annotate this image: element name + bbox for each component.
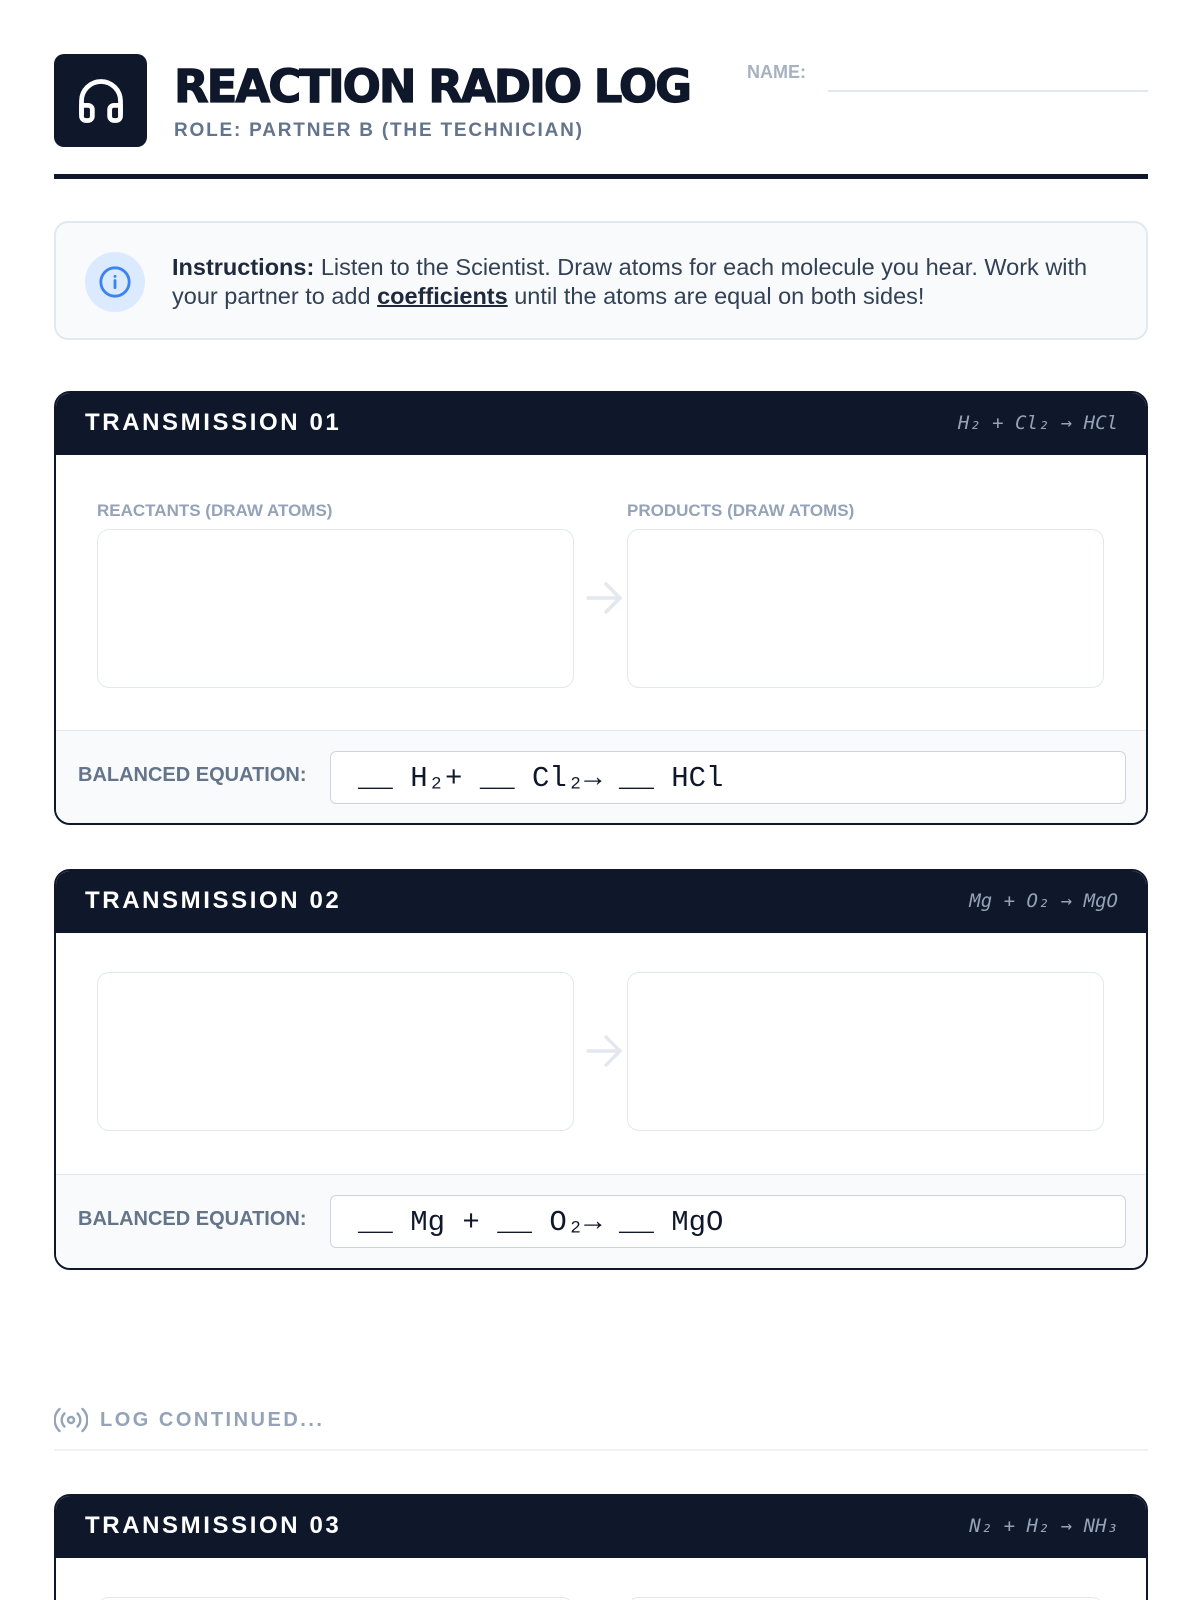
log-continued-label: LOG CONTINUED... — [100, 1409, 325, 1431]
instructions-tail: until the atoms are equal on both sides! — [507, 283, 925, 309]
logo-badge — [54, 54, 147, 147]
header-divider — [54, 174, 1148, 179]
role-subtitle: ROLE: PARTNER B (THE TECHNICIAN) — [174, 120, 584, 141]
page-title: REACTION RADIO LOG — [174, 60, 691, 113]
balanced-equation-row — [56, 1174, 1146, 1270]
card-title: TRANSMISSION 02 — [85, 887, 342, 914]
instructions-emphasis: coefficients — [377, 283, 508, 309]
broadcast-icon — [54, 1405, 88, 1435]
instructions-lead: Instructions: — [172, 254, 315, 280]
reactants-label: REACTANTS (DRAW ATOMS) — [97, 501, 333, 520]
transmission-card-03 — [54, 1494, 1148, 1600]
equation-hint: Mg + O₂ → MgO — [969, 890, 1118, 912]
card-header — [56, 871, 1146, 933]
card-title: TRANSMISSION 01 — [85, 409, 342, 436]
equation-template: __ H₂+ __ Cl₂→ __ HCl — [358, 762, 724, 795]
headphones-icon — [75, 75, 127, 127]
info-badge — [85, 252, 145, 312]
name-label: NAME: — [747, 62, 806, 82]
balanced-equation-label: BALANCED EQUATION: — [78, 1208, 307, 1230]
card-header — [56, 393, 1146, 455]
equation-hint: N₂ + H₂ → NH₃ — [969, 1515, 1118, 1537]
arrow-right-icon — [582, 1031, 626, 1071]
info-icon — [98, 265, 132, 299]
card-header — [56, 1496, 1146, 1558]
continued-divider — [54, 1449, 1148, 1451]
card-title: TRANSMISSION 03 — [85, 1512, 342, 1539]
transmission-card-02 — [54, 869, 1148, 1270]
products-draw-area[interactable] — [627, 972, 1104, 1131]
balanced-equation-field[interactable] — [330, 1195, 1126, 1248]
transmission-card-01 — [54, 391, 1148, 825]
instructions-text — [172, 253, 1102, 311]
reactants-draw-area[interactable] — [97, 529, 574, 688]
balanced-equation-field[interactable] — [330, 751, 1126, 804]
balanced-equation-label: BALANCED EQUATION: — [78, 764, 307, 786]
instructions-panel — [54, 221, 1148, 340]
balanced-equation-row — [56, 730, 1146, 825]
reactants-draw-area[interactable] — [97, 972, 574, 1131]
equation-template: __ Mg + __ O₂→ __ MgO — [358, 1206, 724, 1239]
instructions-body: Listen to the Scientist. Draw atoms for each molecule you hear. Work with your partner to add — [172, 254, 1088, 309]
arrow-right-icon — [582, 578, 626, 618]
products-draw-area[interactable] — [627, 529, 1104, 688]
equation-hint: H₂ + Cl₂ → HCl — [957, 412, 1118, 434]
products-label: PRODUCTS (DRAW ATOMS) — [627, 501, 855, 520]
name-field-line[interactable] — [828, 90, 1148, 92]
worksheet-header — [54, 54, 1148, 180]
